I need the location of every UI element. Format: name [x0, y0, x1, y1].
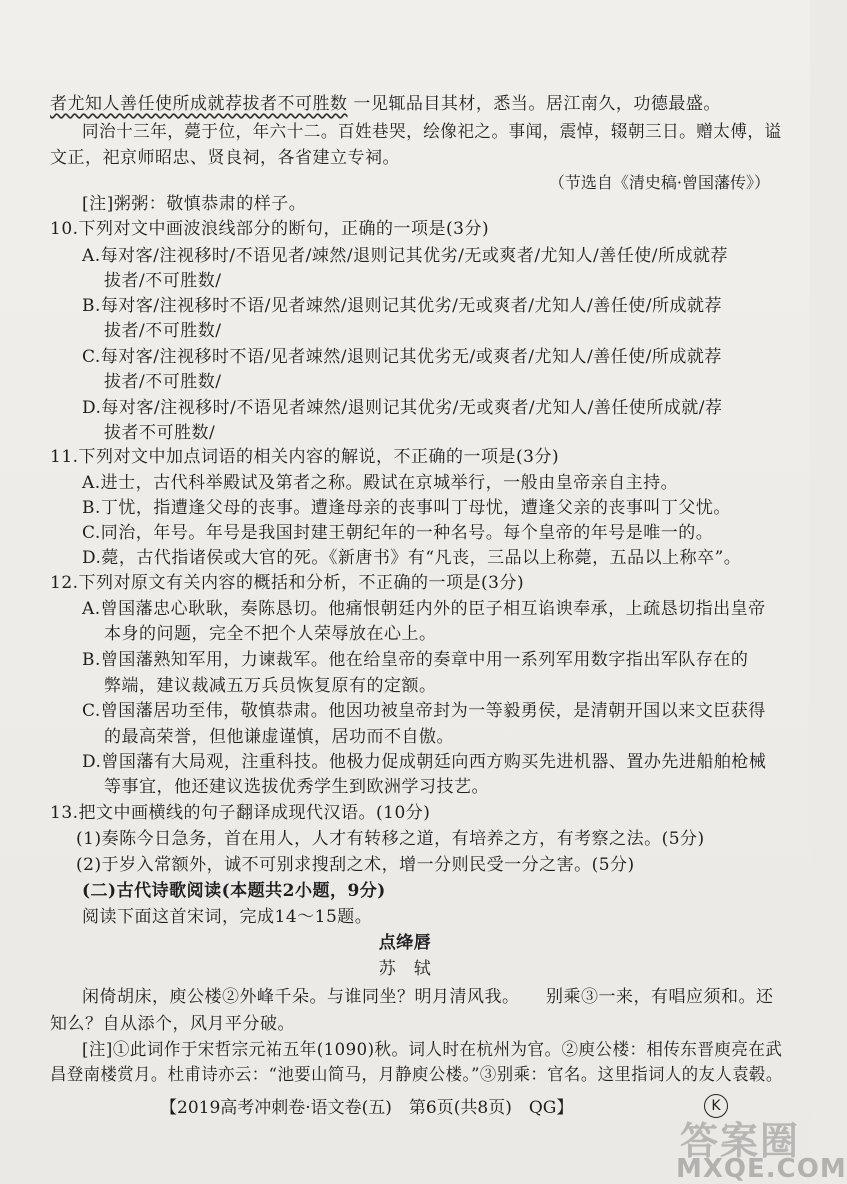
passage-source: （节选自《清史稿·曾国藩传》） — [548, 173, 770, 192]
q12-option-b-1: B.曾国藩熟知军用，力谏裁军。他在给皇帝的奏章中用一系列军用数字指出军队存在的 — [82, 650, 749, 670]
poetry-intro: 阅读下面这首宋词，完成14～15题。 — [82, 907, 373, 927]
passage-line-top — [50, 92, 721, 116]
q10-option-c-2: 拔者/不可胜数/ — [104, 372, 222, 392]
q10-option-b-1: B.每对客/注视移时不语/见者竦然/退则记其优劣/无或爽者/尤知人/善任使/所成就荐 — [82, 296, 722, 316]
q10-option-b-2: 拔者/不可胜数/ — [104, 321, 222, 341]
passage-line-top-rest: 一见辄品目其材，悉当。居江南久，功德最盛。 — [353, 94, 721, 114]
q12-option-d-1: D.曾国藩有大局观，注重科技。他极力促成朝廷向西方购买先进机器、置办先进船舶枪械 — [82, 752, 767, 772]
poem-note-1: [注]①此词作于宋哲宗元祐五年(1090)秋。词人时在杭州为官。②庾公楼：相传东晋庾亮在武 — [82, 1040, 783, 1060]
watermark-logo — [640, 1110, 847, 1184]
poetry-section-heading: (二)古代诗歌阅读(本题共2小题，9分) — [82, 881, 386, 901]
watermark-sub-text: MXQE.COM — [676, 1154, 847, 1184]
q12-option-c-1: C.曾国藩居功至伟，敬慎恭肃。他因功被皇帝封为一等毅勇侯，是清朝开国以来文臣获得 — [82, 701, 766, 721]
poem-title: 点绛唇 — [378, 933, 432, 953]
passage-line-3: 文正，祀京师昭忠、贤良祠，各省建立专祠。 — [50, 148, 400, 168]
poem-author: 苏 轼 — [378, 959, 432, 979]
q12-option-c-2: 的最高荣誉，但他谦虚谨慎，居功而不自傲。 — [104, 727, 454, 747]
poem-line-1: 闲倚胡床，庾公楼②外峰千朵。与谁同坐？明月清风我。 别乘③一来，有唱应须和。还 — [82, 987, 774, 1007]
circled-k-mark: K — [704, 1094, 728, 1118]
q13-stem: 13.把文中画横线的句子翻译成现代汉语。(10分) — [50, 803, 431, 823]
q11-stem: 11.下列对文中加点词语的相关内容的解说，不正确的一项是(3分) — [50, 447, 560, 467]
q12-option-a-1: A.曾国藩忠心耿耿，奏陈恳切。他痛恨朝廷内外的臣子相互谄谀奉承，上疏恳切指出皇帝 — [82, 599, 766, 619]
q12-option-a-2: 本身的问题，完全不把个人荣辱放在心上。 — [104, 624, 437, 644]
passage-note: [注]粥粥：敬慎恭肃的样子。 — [82, 194, 307, 214]
q10-option-a-1: A.每对客/注视移时/不语见者/竦然/退则记其优劣/无或爽者/尤知人/善任使/所成就荐 — [82, 246, 728, 266]
page-footer: 【2019高考冲刺卷·语文卷(五) 第6页(共8页) QG】 — [160, 1098, 574, 1118]
passage-line-2: 同治十三年，薨于位，年六十二。百姓巷哭，绘像祀之。事闻，震悼，辍朝三日。赠太傅，谥 — [82, 122, 782, 142]
watermark-main-text: 答案圈 — [680, 1119, 801, 1163]
q10-option-d-1: D.每对客/注视移时/不语见者竦然/退则记其优劣/无或爽者/尤知人/善任使所成就/荐 — [82, 398, 723, 418]
q10-option-a-2: 拔者/不可胜数/ — [104, 271, 222, 291]
q12-stem: 12.下列对原文有关内容的概括和分析，不正确的一项是(3分) — [50, 573, 525, 593]
q13-sentence-1: (1)奏陈今日急务，首在用人，人才有转移之道，有培养之方，有考察之法。(5分) — [76, 829, 705, 849]
q11-option-b: B.丁忧，指遭逢父母的丧事。遭逢母亲的丧事叫丁母忧，遭逢父亲的丧事叫丁父忧。 — [82, 498, 731, 518]
q11-option-c: C.同治，年号。年号是我国封建王朝纪年的一种名号。每个皇帝的年号是唯一的。 — [82, 523, 714, 543]
poem-note-2: 昌登南楼赏月。杜甫诗亦云：“池要山简马，月静庾公楼。”③别乘：官名。这里指词人的友人袁毂。 — [50, 1065, 783, 1085]
q11-option-d: D.薨，古代指诸侯或大官的死。《新唐书》有“凡丧，三品以上称薨，五品以上称卒”。 — [82, 548, 742, 568]
q11-option-a: A.进士，古代科举殿试及第者之称。殿试在京城举行，一般由皇帝亲自主持。 — [82, 473, 679, 493]
wavy-underlined-text: 者尤知人善任使所成就荐拔者不可胜数 — [50, 94, 348, 114]
q12-option-b-2: 弊端，建议裁减五万兵员恢复原有的定额。 — [104, 676, 437, 696]
q10-stem: 10.下列对文中画波浪线部分的断句，正确的一项是(3分) — [50, 219, 490, 239]
q12-option-d-2: 等事宜，他还建议选拔优秀学生到欧洲学习技艺。 — [104, 777, 489, 797]
q10-option-c-1: C.每对客/注视移时不语/见者竦然/退则记其优劣无/或爽者/尤知人/善任使/所成就荐 — [82, 347, 722, 367]
q13-sentence-2: (2)于岁入常额外，诚不可别求搜刮之术，增一分则民受一分之害。(5分) — [76, 855, 635, 875]
poem-line-2: 知么？自从添个，风月平分破。 — [50, 1014, 295, 1034]
q10-option-d-2: 拔者不可胜数/ — [104, 423, 216, 443]
